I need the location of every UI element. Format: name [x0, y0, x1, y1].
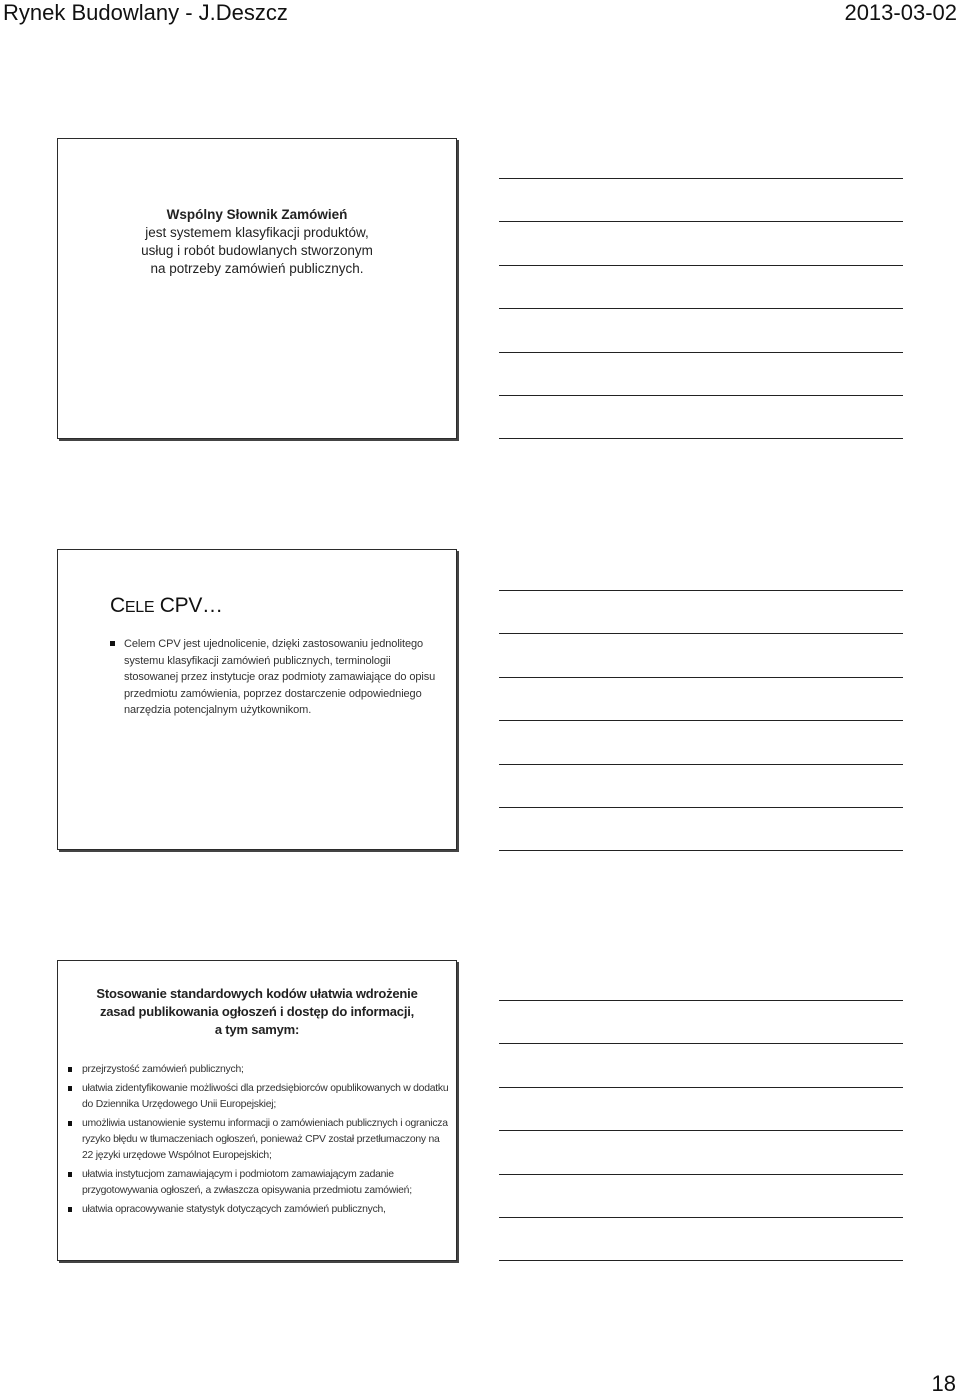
note-line: [499, 178, 903, 179]
slide-3-title: Stosowanie standardowych kodów ułatwia wdrożenie zasad publikowania ogłoszeń i dostęp do informacji, a tym samym:: [96, 986, 418, 1037]
note-line: [499, 633, 903, 634]
note-line: [499, 352, 903, 353]
note-line: [499, 1087, 903, 1088]
note-line: [499, 1043, 903, 1044]
note-line: [499, 850, 903, 851]
note-line: [499, 395, 903, 396]
list-item: umożliwia ustanowienie systemu informacji o zamówieniach publicznych i ogranicza ryzyko błędu w tłumaczeniach ogłoszeń, ponieważ CPV został przetłumaczony na 22 języki urzędowe Wspólnot Europejskich;: [68, 1116, 453, 1164]
slide-1-line: usług i robót budowlanych stworzonym: [141, 243, 373, 258]
slide-3: [57, 960, 457, 1261]
note-line: [499, 764, 903, 765]
bullet-icon: [68, 1086, 72, 1091]
page-number: 18: [931, 1371, 956, 1396]
bullet-icon: [68, 1172, 72, 1177]
slide-2-bullet: [110, 636, 440, 719]
notes-lines-3: [499, 1000, 903, 1270]
slide-2-bullet-text: Celem CPV jest ujednolicenie, dzięki zastosowaniu jednolitego systemu klasyfikacji zamówień publicznych, terminologii stosowanej przez instytucje oraz podmioty zamawiające do opisu przedmiotu zamówienia, poprzez dostarczenie odpowiedniego narzędzia potencjalnym użytkownikom.: [124, 638, 436, 716]
list-item: ułatwia zidentyfikowanie możliwości dla przedsiębiorców opublikowanych w dodatku do Dziennika Urzędowego Unii Europejskiej;: [68, 1081, 453, 1113]
notes-lines-2: [499, 590, 903, 860]
note-line: [499, 1217, 903, 1218]
bullet-icon: [68, 1207, 72, 1212]
note-line: [499, 677, 903, 678]
note-line: [499, 590, 903, 591]
notes-lines-1: [499, 178, 903, 448]
slide-2: [57, 549, 457, 850]
note-line: [499, 1260, 903, 1261]
bullet-icon: [110, 641, 115, 646]
bullet-icon: [68, 1121, 72, 1126]
note-line: [499, 807, 903, 808]
slide-1-text: [58, 206, 456, 278]
slide-2-title: CELE CPV…: [110, 594, 223, 617]
list-item: ułatwia instytucjom zamawiającym i podmiotom zamawiającym zadanie przygotowywania ogłoszeń, a zwłaszcza opisywania przedmiotu zamówień;: [68, 1167, 453, 1199]
note-line: [499, 438, 903, 439]
slide-3-list: [68, 1062, 453, 1221]
note-line: [499, 1174, 903, 1175]
list-item: ułatwia opracowywanie statystyk dotyczących zamówień publicznych,: [68, 1202, 453, 1218]
note-line: [499, 720, 903, 721]
bullet-icon: [68, 1067, 72, 1072]
document-title: Rynek Budowlany - J.Deszcz: [3, 0, 288, 25]
slide-1-line: na potrzeby zamówień publicznych.: [150, 261, 364, 276]
note-line: [499, 1000, 903, 1001]
note-line: [499, 1130, 903, 1131]
note-line: [499, 308, 903, 309]
document-date: 2013-03-02: [844, 0, 957, 25]
slide-1: [57, 138, 457, 439]
list-item: przejrzystość zamówień publicznych;: [68, 1062, 453, 1078]
slide-1-line: jest systemem klasyfikacji produktów,: [145, 225, 369, 240]
slide-1-heading: Wspólny Słownik Zamówień: [166, 207, 348, 222]
note-line: [499, 265, 903, 266]
note-line: [499, 221, 903, 222]
